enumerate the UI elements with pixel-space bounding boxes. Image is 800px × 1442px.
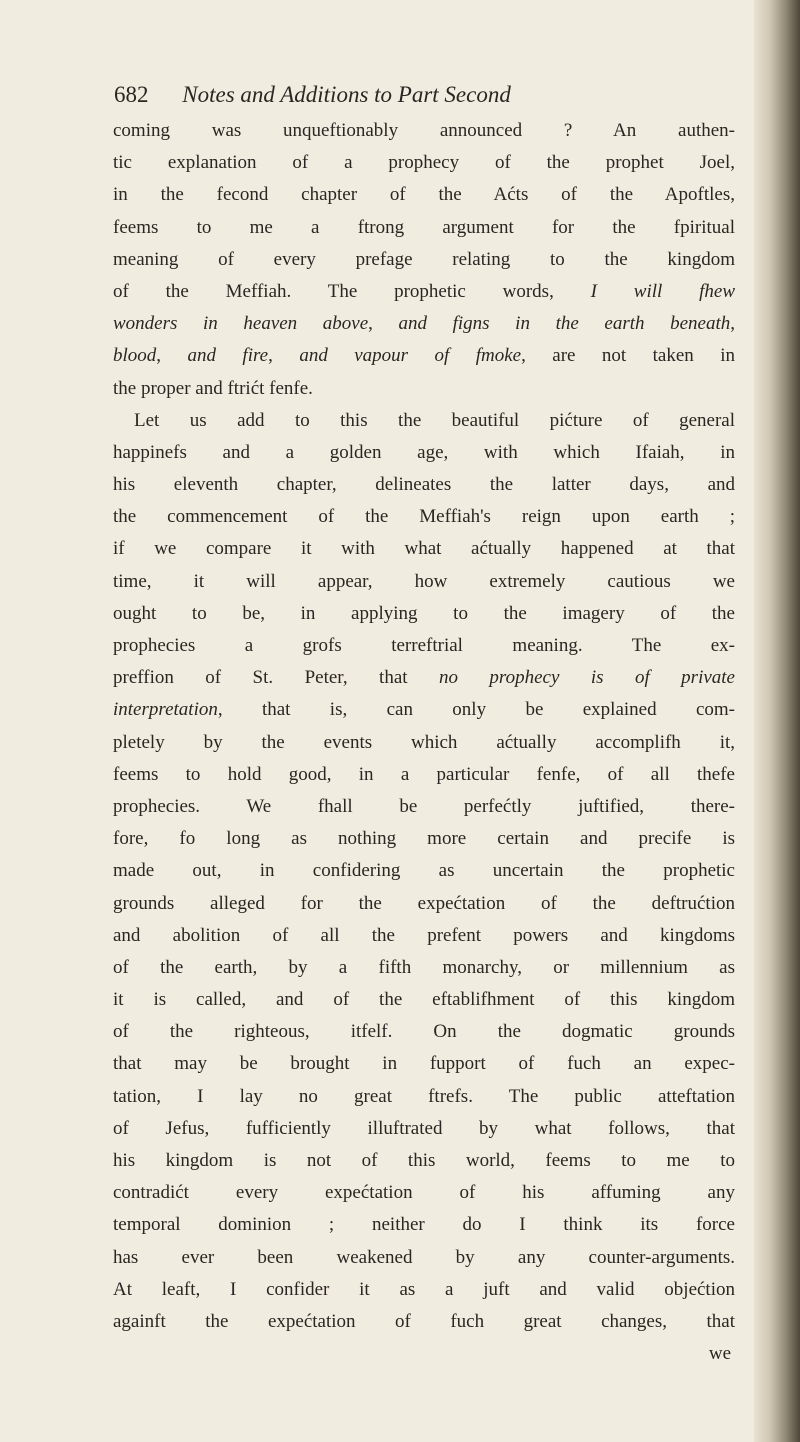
text-line: [113, 823, 735, 855]
italic-text: interpretation: [113, 699, 218, 721]
italic-text: I will fhew: [590, 280, 735, 302]
text-run: temporal dominion ; neither do I think its force: [113, 1214, 735, 1236]
text-run: of the Meffiah. The prophetic words,: [113, 280, 591, 302]
text-line: [113, 501, 735, 533]
text-run: his eleventh chapter, delineates the latter days, and: [113, 474, 735, 496]
running-head: Notes and Additions to Part Second: [182, 82, 511, 107]
text-line: [113, 566, 735, 598]
text-run: fore, fo long as nothing more certain and precife is: [113, 828, 735, 850]
text-line: [113, 212, 735, 244]
text-line: [113, 373, 735, 405]
text-run: that may be brought in fupport of fuch an expec-: [113, 1053, 735, 1075]
text-run: , that is, can only be explained com-: [217, 699, 735, 721]
text-line: [113, 405, 735, 437]
text-run: preffion of St. Peter, that: [113, 667, 439, 689]
text-line: [113, 598, 735, 630]
text-line: [113, 469, 735, 501]
body-text: [113, 115, 735, 1370]
text-run: , are not taken in: [521, 345, 736, 367]
text-line: [113, 533, 735, 565]
text-run: in the fecond chapter of the Aćts of the Apoftles,: [113, 184, 735, 206]
text-line: [113, 984, 735, 1016]
text-run: the commencement of the Meffiah's reign upon earth ;: [113, 506, 735, 528]
text-line: [113, 179, 735, 211]
text-line: [113, 308, 735, 340]
text-run: ought to be, in applying to the imagery of the: [113, 602, 735, 624]
text-run: ,: [156, 345, 188, 367]
text-run: meaning of every prefage relating to the kingdom: [113, 248, 735, 270]
text-line: [113, 340, 735, 372]
text-line: [113, 1306, 735, 1338]
text-run: coming was unqueftionably announced ? An authen-: [113, 120, 735, 141]
text-run: ,: [268, 345, 300, 367]
text-line: [113, 1081, 735, 1113]
text-line: [113, 727, 735, 759]
text-run: and abolition of all the prefent powers and kingdoms: [113, 924, 735, 946]
text-run: feems to me a ftrong argument for the fpiritual: [113, 216, 735, 238]
italic-text: and fire: [187, 345, 269, 367]
text-run: pletely by the events which aćtually accomplifh it,: [113, 731, 735, 753]
page-number: 682: [114, 82, 149, 107]
text-run: ,: [368, 313, 399, 335]
text-run: againft the expećtation of fuch great changes, that: [113, 1310, 735, 1332]
text-run: it is called, and of the eftablifhment of this kingdom: [113, 989, 735, 1011]
text-line: [113, 1048, 735, 1080]
text-line: [113, 694, 735, 726]
text-run: ,: [730, 313, 735, 335]
catchword: we: [708, 1343, 731, 1365]
text-run: tation, I lay no great ftrefs. The public atteftation: [113, 1085, 735, 1107]
text-line: [113, 759, 735, 791]
text-line: [113, 952, 735, 984]
text-run: his kingdom is not of this world, feems to me to: [113, 1150, 735, 1171]
text-run: of the earth, by a fifth monarchy, or millennium as: [113, 956, 735, 978]
text-run: Let us add to this the beautiful pićture of general: [134, 409, 735, 431]
italic-text: no prophecy is of private: [438, 667, 735, 689]
text-line: [113, 1209, 735, 1241]
text-run: of the righteous, itfelf. On the dogmatic grounds: [113, 1021, 735, 1043]
text-line: [113, 662, 735, 694]
text-line: [113, 1242, 735, 1274]
text-line: [113, 276, 735, 308]
text-run: has ever been weakened by any counter-arguments.: [113, 1246, 735, 1268]
text-line: [113, 437, 735, 469]
italic-text: blood: [113, 345, 157, 367]
italic-text: wonders in heaven above: [113, 313, 369, 335]
text-run: prophecies a grofs terreftrial meaning. The ex-: [113, 635, 735, 656]
text-line: [113, 244, 735, 276]
italic-text: and figns in the earth beneath: [398, 313, 731, 335]
text-line: [113, 1177, 735, 1209]
text-run: grounds alleged for the expećtation of the deftrućtion: [113, 892, 735, 914]
text-run: tic explanation of a prophecy of the prophet Joel,: [113, 152, 735, 174]
text-line: [113, 147, 735, 179]
text-line: [113, 920, 735, 952]
text-line: [113, 1016, 735, 1048]
text-run: At leaft, I confider it as a juft and valid objećtion: [113, 1278, 735, 1300]
page-header: [114, 82, 714, 112]
text-run: happinefs and a golden age, with which Ifaiah, in: [113, 441, 735, 463]
text-line: [113, 115, 735, 147]
italic-text: and vapour of fmoke: [299, 345, 522, 367]
text-run: made out, in confidering as uncertain the prophetic: [113, 860, 735, 882]
text-run: of Jefus, fufficiently illuftrated by what follows, that: [113, 1117, 735, 1139]
text-run: if we compare it with what aćtually happened at that: [113, 538, 735, 560]
text-line: [113, 1113, 735, 1145]
text-line: [113, 855, 735, 887]
text-run: prophecies. We fhall be perfećtly juftified, there-: [113, 795, 735, 817]
text-line: [113, 791, 735, 823]
text-run: time, it will appear, how extremely cautious we: [113, 570, 735, 592]
text-line: [113, 630, 735, 662]
page-edge-shadow: [754, 0, 800, 1442]
text-line: [113, 888, 735, 920]
text-run: the proper and ftrićt fenfe.: [113, 377, 313, 399]
text-line: [113, 1145, 735, 1177]
text-run: contradićt every expećtation of his affuming any: [113, 1182, 735, 1204]
text-run: feems to hold good, in a particular fenfe, of all thefe: [113, 763, 735, 785]
text-line: [113, 1274, 735, 1306]
